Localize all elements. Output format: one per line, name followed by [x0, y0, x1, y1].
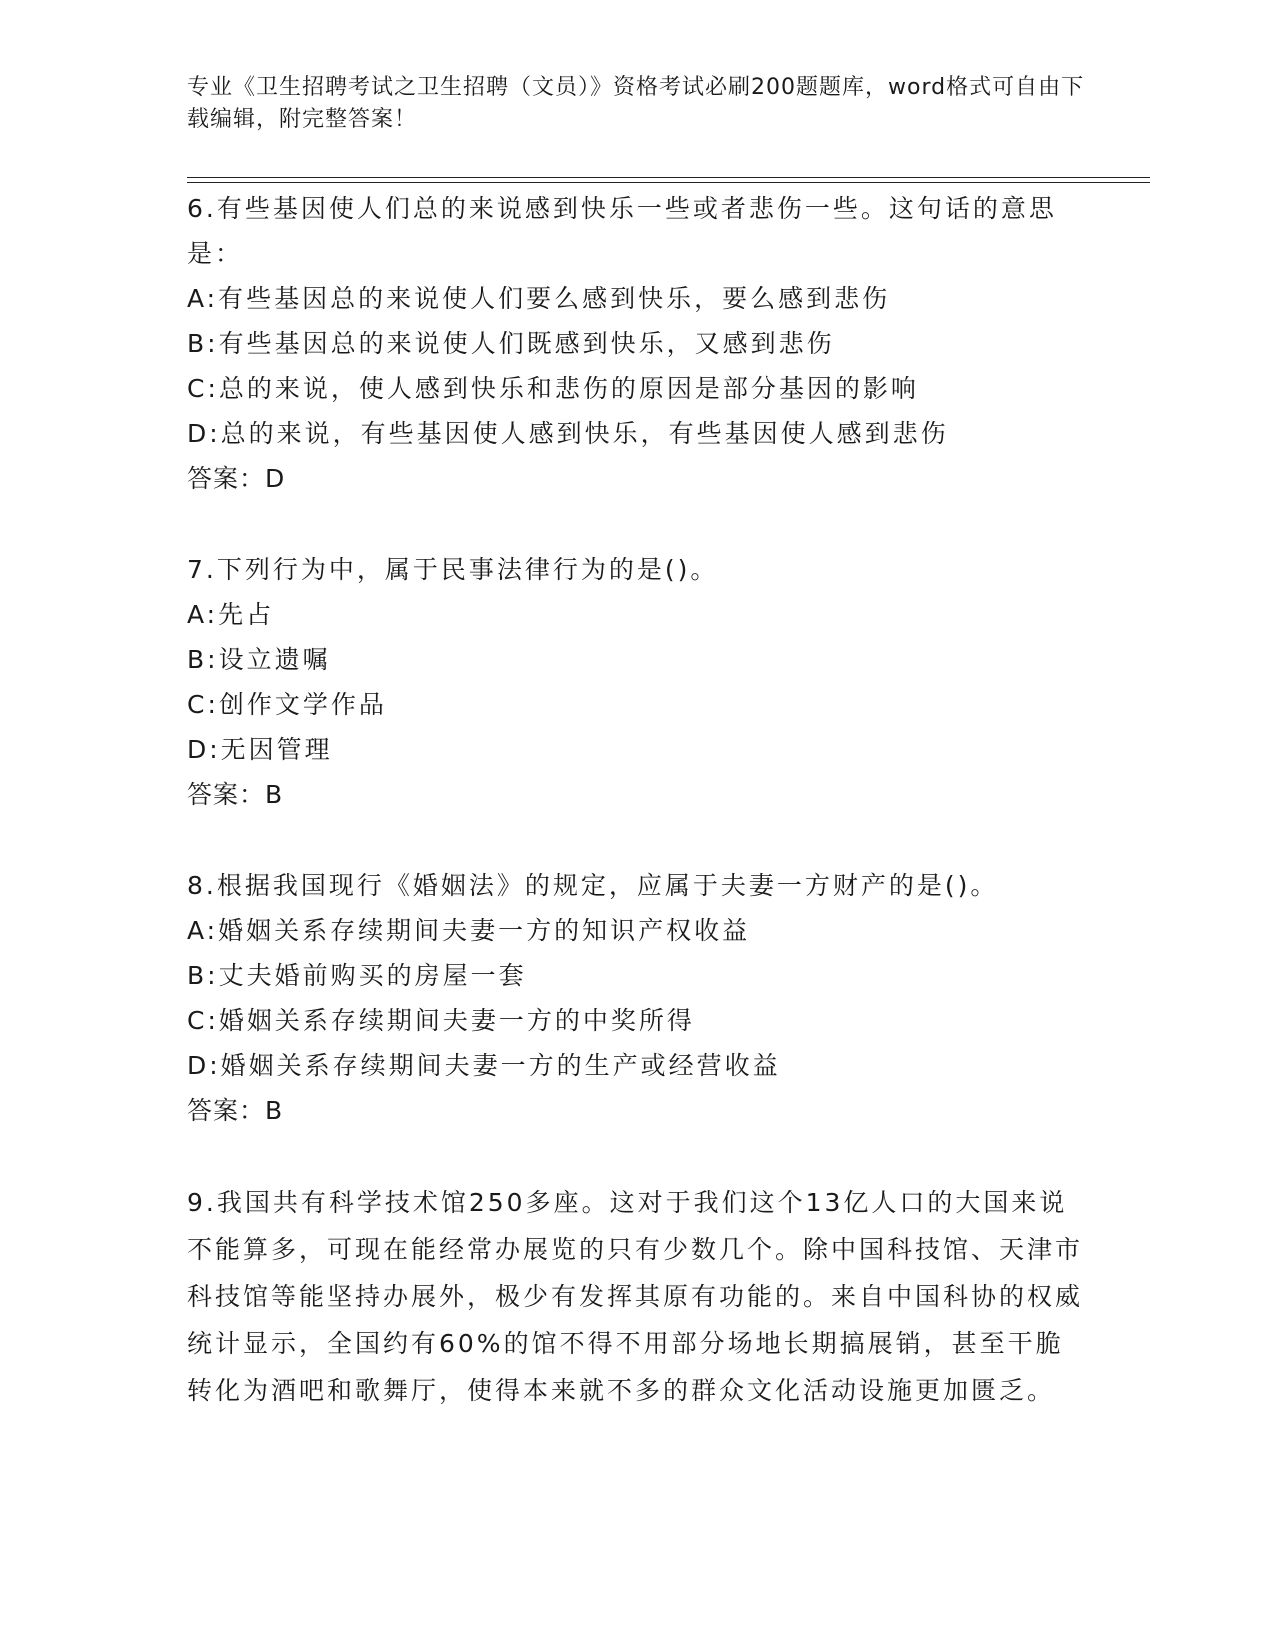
question-stem: 8.根据我国现行《婚姻法》的规定，应属于夫妻一方财产的是()。 — [187, 871, 999, 900]
option-b: B:丈夫婚前购买的房屋一套 — [187, 961, 527, 990]
answer-line: 答案：B — [187, 780, 284, 809]
option-d: D:无因管理 — [187, 735, 333, 764]
option-a: A:有些基因总的来说使人们要么感到快乐，要么感到悲伤 — [187, 284, 891, 313]
option-d: D:婚姻关系存续期间夫妻一方的生产或经营收益 — [187, 1051, 781, 1080]
header-intro-text: 专业《卫生招聘考试之卫生招聘（文员）》资格考试必刷200题题库，word格式可自由下载编辑，附完整答案！ — [187, 75, 1085, 132]
option-a: A:婚姻关系存续期间夫妻一方的知识产权收益 — [187, 916, 751, 945]
document-header — [187, 72, 1087, 136]
question-6 — [187, 186, 1087, 501]
question-stem: 6.有些基因使人们总的来说感到快乐一些或者悲伤一些。这句话的意思是： — [187, 194, 1057, 268]
answer-line: 答案：D — [187, 464, 286, 493]
question-list — [187, 186, 1087, 1460]
question-stem: 7.下列行为中，属于民事法律行为的是()。 — [187, 555, 719, 584]
option-b: B:设立遗嘱 — [187, 645, 331, 674]
option-c: C:婚姻关系存续期间夫妻一方的中奖所得 — [187, 1006, 695, 1035]
question-stem: 9.我国共有科学技术馆250多座。这对于我们这个13亿人口的大国来说不能算多，可现在能经常办展览的只有少数几个。除中国科技馆、天津市科技馆等能坚持办展外，极少有发挥其原有功能的。来自中国科协的权威统计显示，全国约有60%的馆不得不用部分场地长期搞展销，甚至干脆转化为酒吧和歌舞厅，使得本来就不多的群众文化活动设施更加匮乏。 — [187, 1188, 1084, 1405]
header-divider-top — [187, 177, 1150, 178]
header-divider-bottom — [187, 182, 1150, 183]
question-9 — [187, 1179, 1087, 1414]
option-b: B:有些基因总的来说使人们既感到快乐，又感到悲伤 — [187, 329, 835, 358]
answer-line: 答案：B — [187, 1096, 284, 1125]
question-7 — [187, 547, 1087, 817]
option-a: A:先占 — [187, 600, 275, 629]
option-c: C:创作文学作品 — [187, 690, 387, 719]
option-d: D:总的来说，有些基因使人感到快乐，有些基因使人感到悲伤 — [187, 419, 949, 448]
question-8 — [187, 863, 1087, 1133]
option-c: C:总的来说，使人感到快乐和悲伤的原因是部分基因的影响 — [187, 374, 919, 403]
